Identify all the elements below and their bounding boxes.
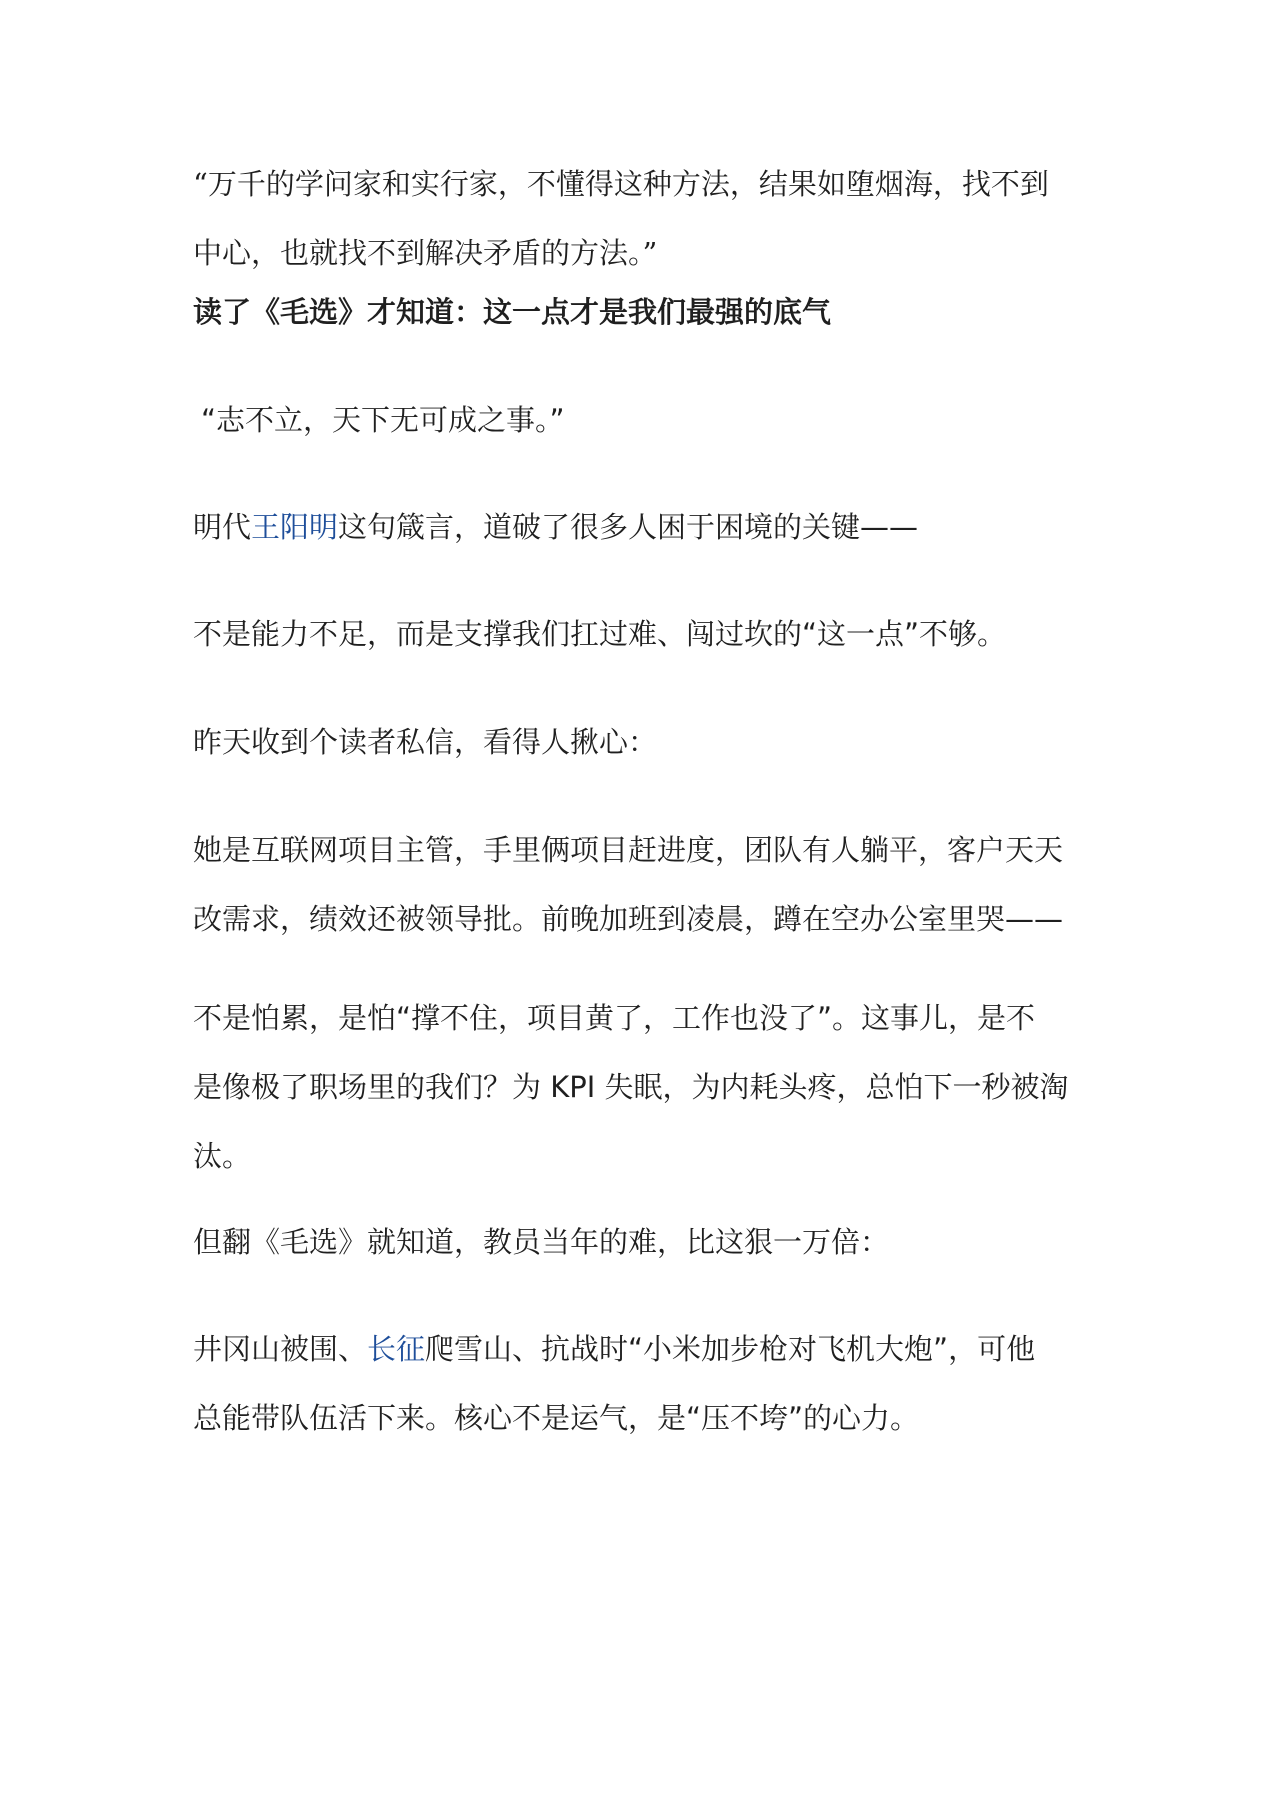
p9-line-1 — [193, 1315, 1093, 1384]
quote-line-1: “万千的学问家和实行家，不懂得这种方法，结果如堕烟海，找不到 — [193, 167, 1049, 201]
paragraph-nengli: 不是能力不足，而是支撑我们扛过难、闯过坎的“这一点”不够。 — [193, 617, 1007, 651]
quote-zhi-bu-li: “志不立，天下无可成之事。” — [201, 403, 565, 437]
quote-paragraph — [193, 150, 1093, 288]
link-changzheng[interactable]: 长征 — [367, 1332, 426, 1366]
link-wang-yangming[interactable]: 王阳明 — [251, 510, 339, 544]
p9-line-2: 总能带队伍活下来。核心不是运气，是“压不垮”的心力。 — [193, 1401, 920, 1435]
section-heading: 读了《毛选》才知道：这一点才是我们最强的底气 — [193, 295, 832, 329]
p3-prefix: 明代 — [193, 510, 252, 544]
paragraph-reader-message: 昨天收到个读者私信，看得人揪心： — [193, 725, 658, 759]
paragraph-maoxuan: 但翻《毛选》就知道，教员当年的难，比这狠一万倍： — [193, 1225, 890, 1259]
p7-line-2: 是像极了职场里的我们？为 KPI 失眠，为内耗头疼，总怕下一秒被淘 — [193, 1070, 1069, 1104]
paragraph-workplace — [193, 984, 1093, 1191]
p9-suffix: 爬雪山、抗战时“小米加步枪对飞机大炮”，可他 — [425, 1332, 1036, 1366]
paragraph-wang-yangming — [193, 493, 1093, 562]
p6-line-2: 改需求，绩效还被领导批。前晚加班到凌晨，蹲在空办公室里哭—— — [193, 902, 1064, 936]
quote-line-2: 中心，也就找不到解决矛盾的方法。” — [193, 236, 658, 270]
paragraph-jinggangshan — [193, 1315, 1093, 1453]
paragraph-project-manager — [193, 816, 1093, 954]
p3-suffix: 这句箴言，道破了很多人困于困境的关键—— — [338, 510, 919, 544]
p7-line-1: 不是怕累，是怕“撑不住，项目黄了，工作也没了”。这事儿，是不 — [193, 1001, 1036, 1035]
p7-line-3: 汰。 — [193, 1139, 252, 1173]
p6-line-1: 她是互联网项目主管，手里俩项目赶进度，团队有人躺平，客户天天 — [193, 833, 1064, 867]
p9-prefix: 井冈山被围、 — [193, 1332, 368, 1366]
